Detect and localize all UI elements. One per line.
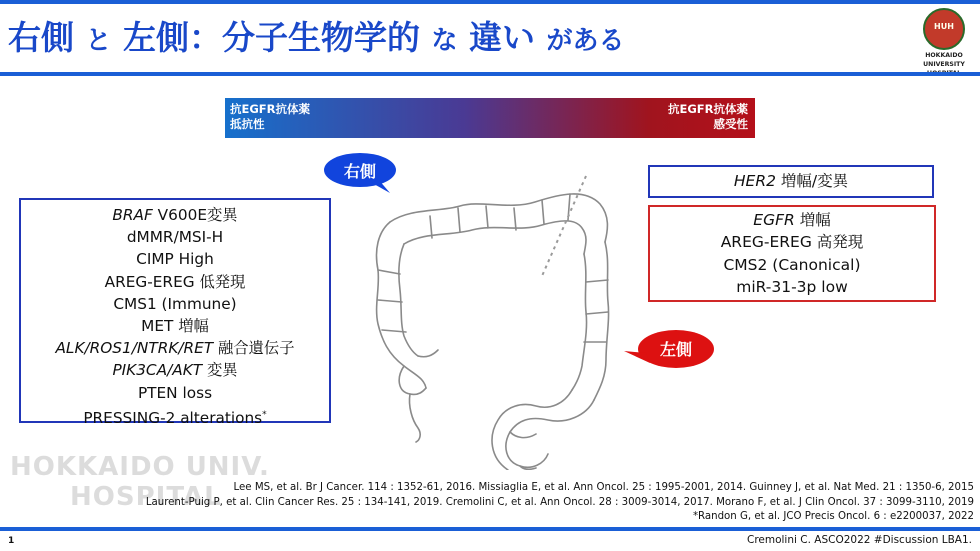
colon-illustration-icon <box>360 170 630 470</box>
feature-item: AREG-EREG 高発現 <box>720 233 864 252</box>
footer-divider <box>0 527 980 531</box>
feature-egfr: EGFR 増幅 <box>753 211 831 229</box>
feature-pressing: PRESSING-2 alterations* <box>83 408 267 427</box>
left-colon-features-box <box>648 205 936 302</box>
right-side-label: 右側 <box>343 162 376 181</box>
header-divider <box>0 72 980 76</box>
top-accent-line <box>0 0 980 4</box>
seal-icon: HUH <box>923 8 965 50</box>
sensitivity-label: 抗EGFR抗体薬 感受性 <box>667 102 748 131</box>
feature-item: AREG-EREG 低発現 <box>104 272 246 291</box>
feature-item: dMMR/MSI-H <box>126 228 224 247</box>
feature-braf: BRAF V600E変異 <box>112 206 238 224</box>
feature-fusion: ALK/ROS1/NTRK/RET 融合遺伝子 <box>55 339 295 358</box>
feature-item: MET 増幅 <box>141 317 209 336</box>
feature-item: miR-31-3p low <box>736 277 848 296</box>
feature-item: CMS1 (Immune) <box>113 294 237 313</box>
right-colon-features-box <box>19 198 331 427</box>
resistance-label: 抗EGFR抗体薬 抵抗性 <box>230 102 311 131</box>
feature-item: CMS2 (Canonical) <box>723 255 861 274</box>
hospital-logo: HUH HOKKAIDO UNIVERSITY <box>916 8 972 80</box>
her2-feature-box: HER2 増幅/変異 <box>648 165 934 198</box>
page-number: 1 <box>8 536 15 546</box>
feature-pten: PTEN loss <box>137 383 213 402</box>
left-side-label: 左側 <box>659 340 692 359</box>
feature-item: CIMP High <box>136 250 214 269</box>
footer-note: Cremolini C. ASCO2022 #Discussion LBA1. <box>746 534 972 546</box>
feature-pik3ca: PIK3CA/AKT 変異 <box>112 361 238 380</box>
watermark: HOKKAIDO UNIV. HOSPITAL <box>10 452 270 512</box>
slide-title: 右側 と 左側：分子生物学的 な 違い がある <box>8 18 625 57</box>
references: Lee MS, et al. Br J Cancer. 114 : 1352-61, 2016. Missiaglia E, et al. Ann Oncol. 25 : 1995-2001, 2014. Guinney J, et al. Nat Med. 21 : 1350-6, 2015 Laurent-Puig P, et al. Clin Cancer Res. 25 : 134-141, 2019. Cremolini C, et al. Ann Oncol. 28 : 3009-3014, 2017. Morano F, et al. J Clin Oncol. 37 : 3099-3110, 2019 *Randon G, et al. JCO Precis Oncol. 6 : e2200037, 2022 <box>145 482 974 523</box>
